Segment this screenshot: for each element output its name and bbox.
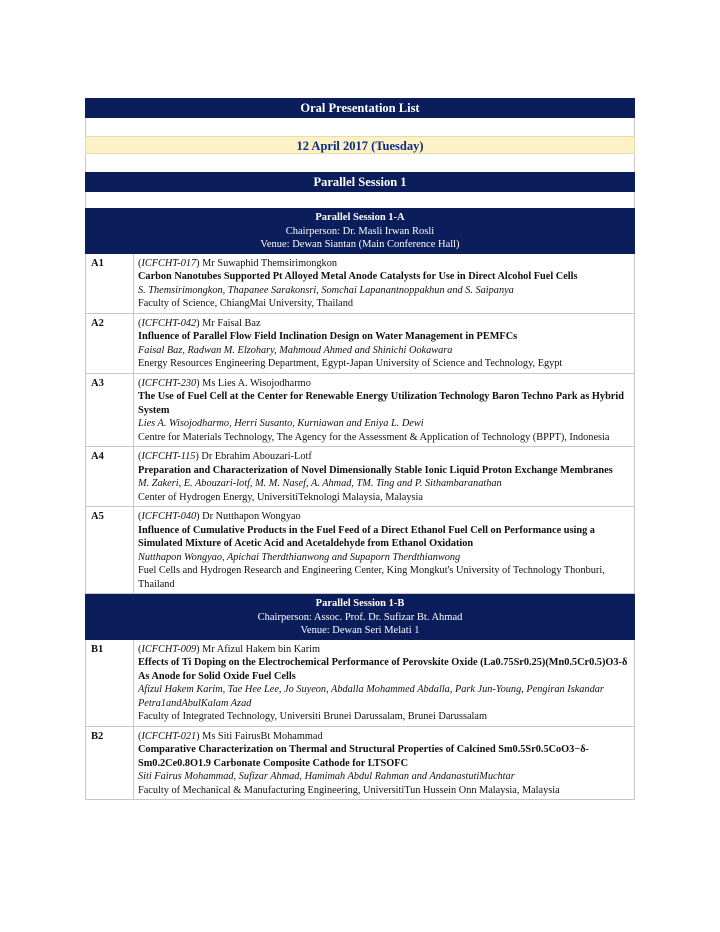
oral-presentation-table [85,98,635,800]
paper-affiliation: Energy Resources Engineering Department, Egypt-Japan University of Science and Technology, Egypt [138,358,563,369]
paper-affiliation: Centre for Materials Technology, The Agency for the Assessment & Application of Technology (BPPT), Indonesia [138,431,610,443]
paper-details: (ICFCHT-115) Dr Ebrahim Abouzari-Lotf Preparation and Characterization of Novel Dimensionally Stable Ionic Liquid Proton Exchange Membranes M. Zakeri, E. Abouzari-lotf, M. M. Nasef, A. Ahmad, TM. Ting and P. Sithambaranathan Center of Hydrogen Energy, UniversitiTeknologi Malaysia, Malaysia [133,447,634,506]
paper-code: A2 [91,317,104,329]
paper-authors: S. Themsirimongkon, Thapanee Sarakonsri, Somchai Lapanantnoppakhun and S. Saipanya [138,284,514,296]
presenter: Mr Afizul Hakem bin Karim [199,643,320,655]
table-row [85,374,635,448]
paper-title: Influence of Cumulative Products in the Fuel Feed of a Direct Ethanol Fuel Cell on Performance using a Simulated Mixture of Acetic Acid and Acetaldehyde from Ethanol Oxidation [138,524,595,549]
presenter: Ms Siti FairusBt Mohammad [199,730,323,742]
session-title: Parallel Session 1-B [315,598,405,609]
paper-id: ICFCHT-115 [141,451,196,462]
paper-affiliation: Faculty of Mechanical & Manufacturing Engineering, UniversitiTun Hussein Onn Malaysia, Malaysia [138,784,560,796]
paper-title: Carbon Nanotubes Supported Pt Alloyed Metal Anode Catalysts for Use in Direct Alcohol Fuel Cells [138,271,578,282]
presenter: Dr Ebrahim Abouzari-Lotf [198,451,312,462]
table-row [85,507,635,594]
list-title: Oral Presentation List [85,98,635,118]
paper-details: (ICFCHT-230) Ms Lies A. Wisojodharmo The Use of Fuel Cell at the Center for Renewable Energy Utilization Technology Baron Techno Park as Hybrid System Lies A. Wisojodharmo, Herri Susanto, Kurniawan and Eniya L. Dewi Centre for Materials Technology, The Agency for the Assessment & Application of Technology (BPPT), Indonesia [133,374,634,447]
parallel-session-title: Parallel Session 1 [85,172,635,192]
spacer-row [85,154,635,172]
paper-title: The Use of Fuel Cell at the Center for Renewable Energy Utilization Technology Baron Techno Park as Hybrid System [138,391,624,416]
paper-affiliation: Faculty of Science, ChiangMai University, Thailand [138,298,354,309]
paper-authors: Nutthapon Wongyao, Apichai Therdthianwong and Supaporn Therdthianwong [138,551,461,563]
table-row [85,254,635,314]
paper-id: ICFCHT-021 [141,730,197,742]
session-title: Parallel Session 1-A [315,212,405,223]
paper-title: Influence of Parallel Flow Field Inclination Design on Water Management in PEMFCs [138,331,518,342]
session-chair: Chairperson: Dr. Masli Irwan Rosli [285,225,435,237]
paper-affiliation: Faculty of Integrated Technology, Universiti Brunei Darussalam, Brunei Darussalam [138,711,487,722]
paper-title: Comparative Characterization on Thermal and Structural Properties of Calcined Sm0.5Sr0.5CoO3−δ-Sm0.2Ce0.8O1.9 Carbonate Composite Cathode for LTSOFC [138,744,589,769]
paper-details: (ICFCHT-009) Mr Afizul Hakem bin Karim Effects of Ti Doping on the Electrochemical Performance of Perovskite Oxide (La0.75Sr0.25)(Mn0.5Cr0.5)O3-δ As Anode for Solid Oxide Fuel Cells Afizul Hakem Karim, Tae Hee Lee, Jo Suyeon, Abdalla Mohammed Abdalla, Park Jun-Young, Pengiran Iskandar Petra1andAbulKalam Azad Faculty of Integrated Technology, Universiti Brunei Darussalam, Brunei Darussalam [133,640,634,726]
paper-id: ICFCHT-040 [141,511,197,522]
spacer-row [85,192,635,208]
session-header [85,594,635,640]
paper-title: Preparation and Characterization of Novel Dimensionally Stable Ionic Liquid Proton Exchange Membranes [138,464,613,476]
paper-details: (ICFCHT-042) Mr Faisal Baz Influence of Parallel Flow Field Inclination Design on Water Management in PEMFCs Faisal Baz, Radwan M. Elzohary, Mahmoud Ahmed and Shinichi Ookawara Energy Resources Engineering Department, Egypt-Japan University of Science and Technology, Egypt [133,314,634,373]
paper-details: (ICFCHT-017) Mr Suwaphid Themsirimongkon Carbon Nanotubes Supported Pt Alloyed Metal Anode Catalysts for Use in Direct Alcohol Fuel Cells S. Themsirimongkon, Thapanee Sarakonsri, Somchai Lapanantnoppakhun and S. Saipanya Faculty of Science, ChiangMai University, Thailand [133,254,634,313]
presenter: Dr Nutthapon Wongyao [199,511,301,522]
table-row [85,447,635,507]
session-chair: Chairperson: Assoc. Prof. Dr. Sufizar Bt. Ahmad [257,611,463,623]
paper-authors: Siti Fairus Mohammad, Sufizar Ahmad, Hamimah Abdul Rahman and AndanastutiMuchtar [138,771,515,782]
paper-affiliation: Fuel Cells and Hydrogen Research and Engineering Center, King Mongkut's University of Technology Thonburi, Thailand [138,565,605,590]
paper-code: A4 [91,451,104,462]
spacer-row [85,118,635,136]
presenter: Mr Faisal Baz [199,317,261,329]
presenter: Mr Suwaphid Themsirimongkon [199,257,337,269]
paper-affiliation: Center of Hydrogen Energy, UniversitiTeknologi Malaysia, Malaysia [138,491,423,503]
session-venue: Venue: Dewan Seri Melati 1 [300,625,420,636]
paper-code: B1 [91,643,104,655]
table-row [85,727,635,801]
paper-id: ICFCHT-017 [141,257,197,269]
paper-id: ICFCHT-042 [141,317,197,329]
paper-code: B2 [91,730,104,742]
session-header [85,208,635,254]
paper-code: A1 [91,257,104,269]
paper-details: (ICFCHT-021) Ms Siti FairusBt Mohammad Comparative Characterization on Thermal and Structural Properties of Calcined Sm0.5Sr0.5CoO3−δ-Sm0.2Ce0.8O1.9 Carbonate Composite Cathode for LTSOFC Siti Fairus Mohammad, Sufizar Ahmad, Hamimah Abdul Rahman and AndanastutiMuchtar Faculty of Mechanical & Manufacturing Engineering, UniversitiTun Hussein Onn Malaysia, Malaysia [133,727,634,800]
table-row [85,640,635,727]
paper-id: ICFCHT-009 [141,643,197,655]
date-banner: 12 April 2017 (Tuesday) [85,136,635,154]
paper-code: A3 [91,377,104,389]
paper-authors: Afizul Hakem Karim, Tae Hee Lee, Jo Suyeon, Abdalla Mohammed Abdalla, Park Jun-Young, Pengiran Iskandar Petra1andAbulKalam Azad [138,684,604,709]
session-venue: Venue: Dewan Siantan (Main Conference Hall) [260,239,460,250]
paper-authors: Faisal Baz, Radwan M. Elzohary, Mahmoud Ahmed and Shinichi Ookawara [138,344,453,356]
paper-authors: Lies A. Wisojodharmo, Herri Susanto, Kurniawan and Eniya L. Dewi [138,418,424,429]
paper-details: (ICFCHT-040) Dr Nutthapon Wongyao Influence of Cumulative Products in the Fuel Feed of a Direct Ethanol Fuel Cell on Performance using a Simulated Mixture of Acetic Acid and Acetaldehyde from Ethanol Oxidation Nutthapon Wongyao, Apichai Therdthianwong and Supaporn Therdthianwong Fuel Cells and Hydrogen Research and Engineering Center, King Mongkut's University of Technology Thonburi, Thailand [133,507,634,593]
paper-authors: M. Zakeri, E. Abouzari-lotf, M. M. Nasef, A. Ahmad, TM. Ting and P. Sithambaranathan [138,478,502,489]
table-row [85,314,635,374]
paper-title: Effects of Ti Doping on the Electrochemical Performance of Perovskite Oxide (La0.75Sr0.25)(Mn0.5Cr0.5)O3-δ As Anode for Solid Oxide Fuel Cells [138,657,628,682]
paper-code: A5 [91,511,104,522]
presenter: Ms Lies A. Wisojodharmo [199,377,311,389]
paper-id: ICFCHT-230 [141,377,197,389]
